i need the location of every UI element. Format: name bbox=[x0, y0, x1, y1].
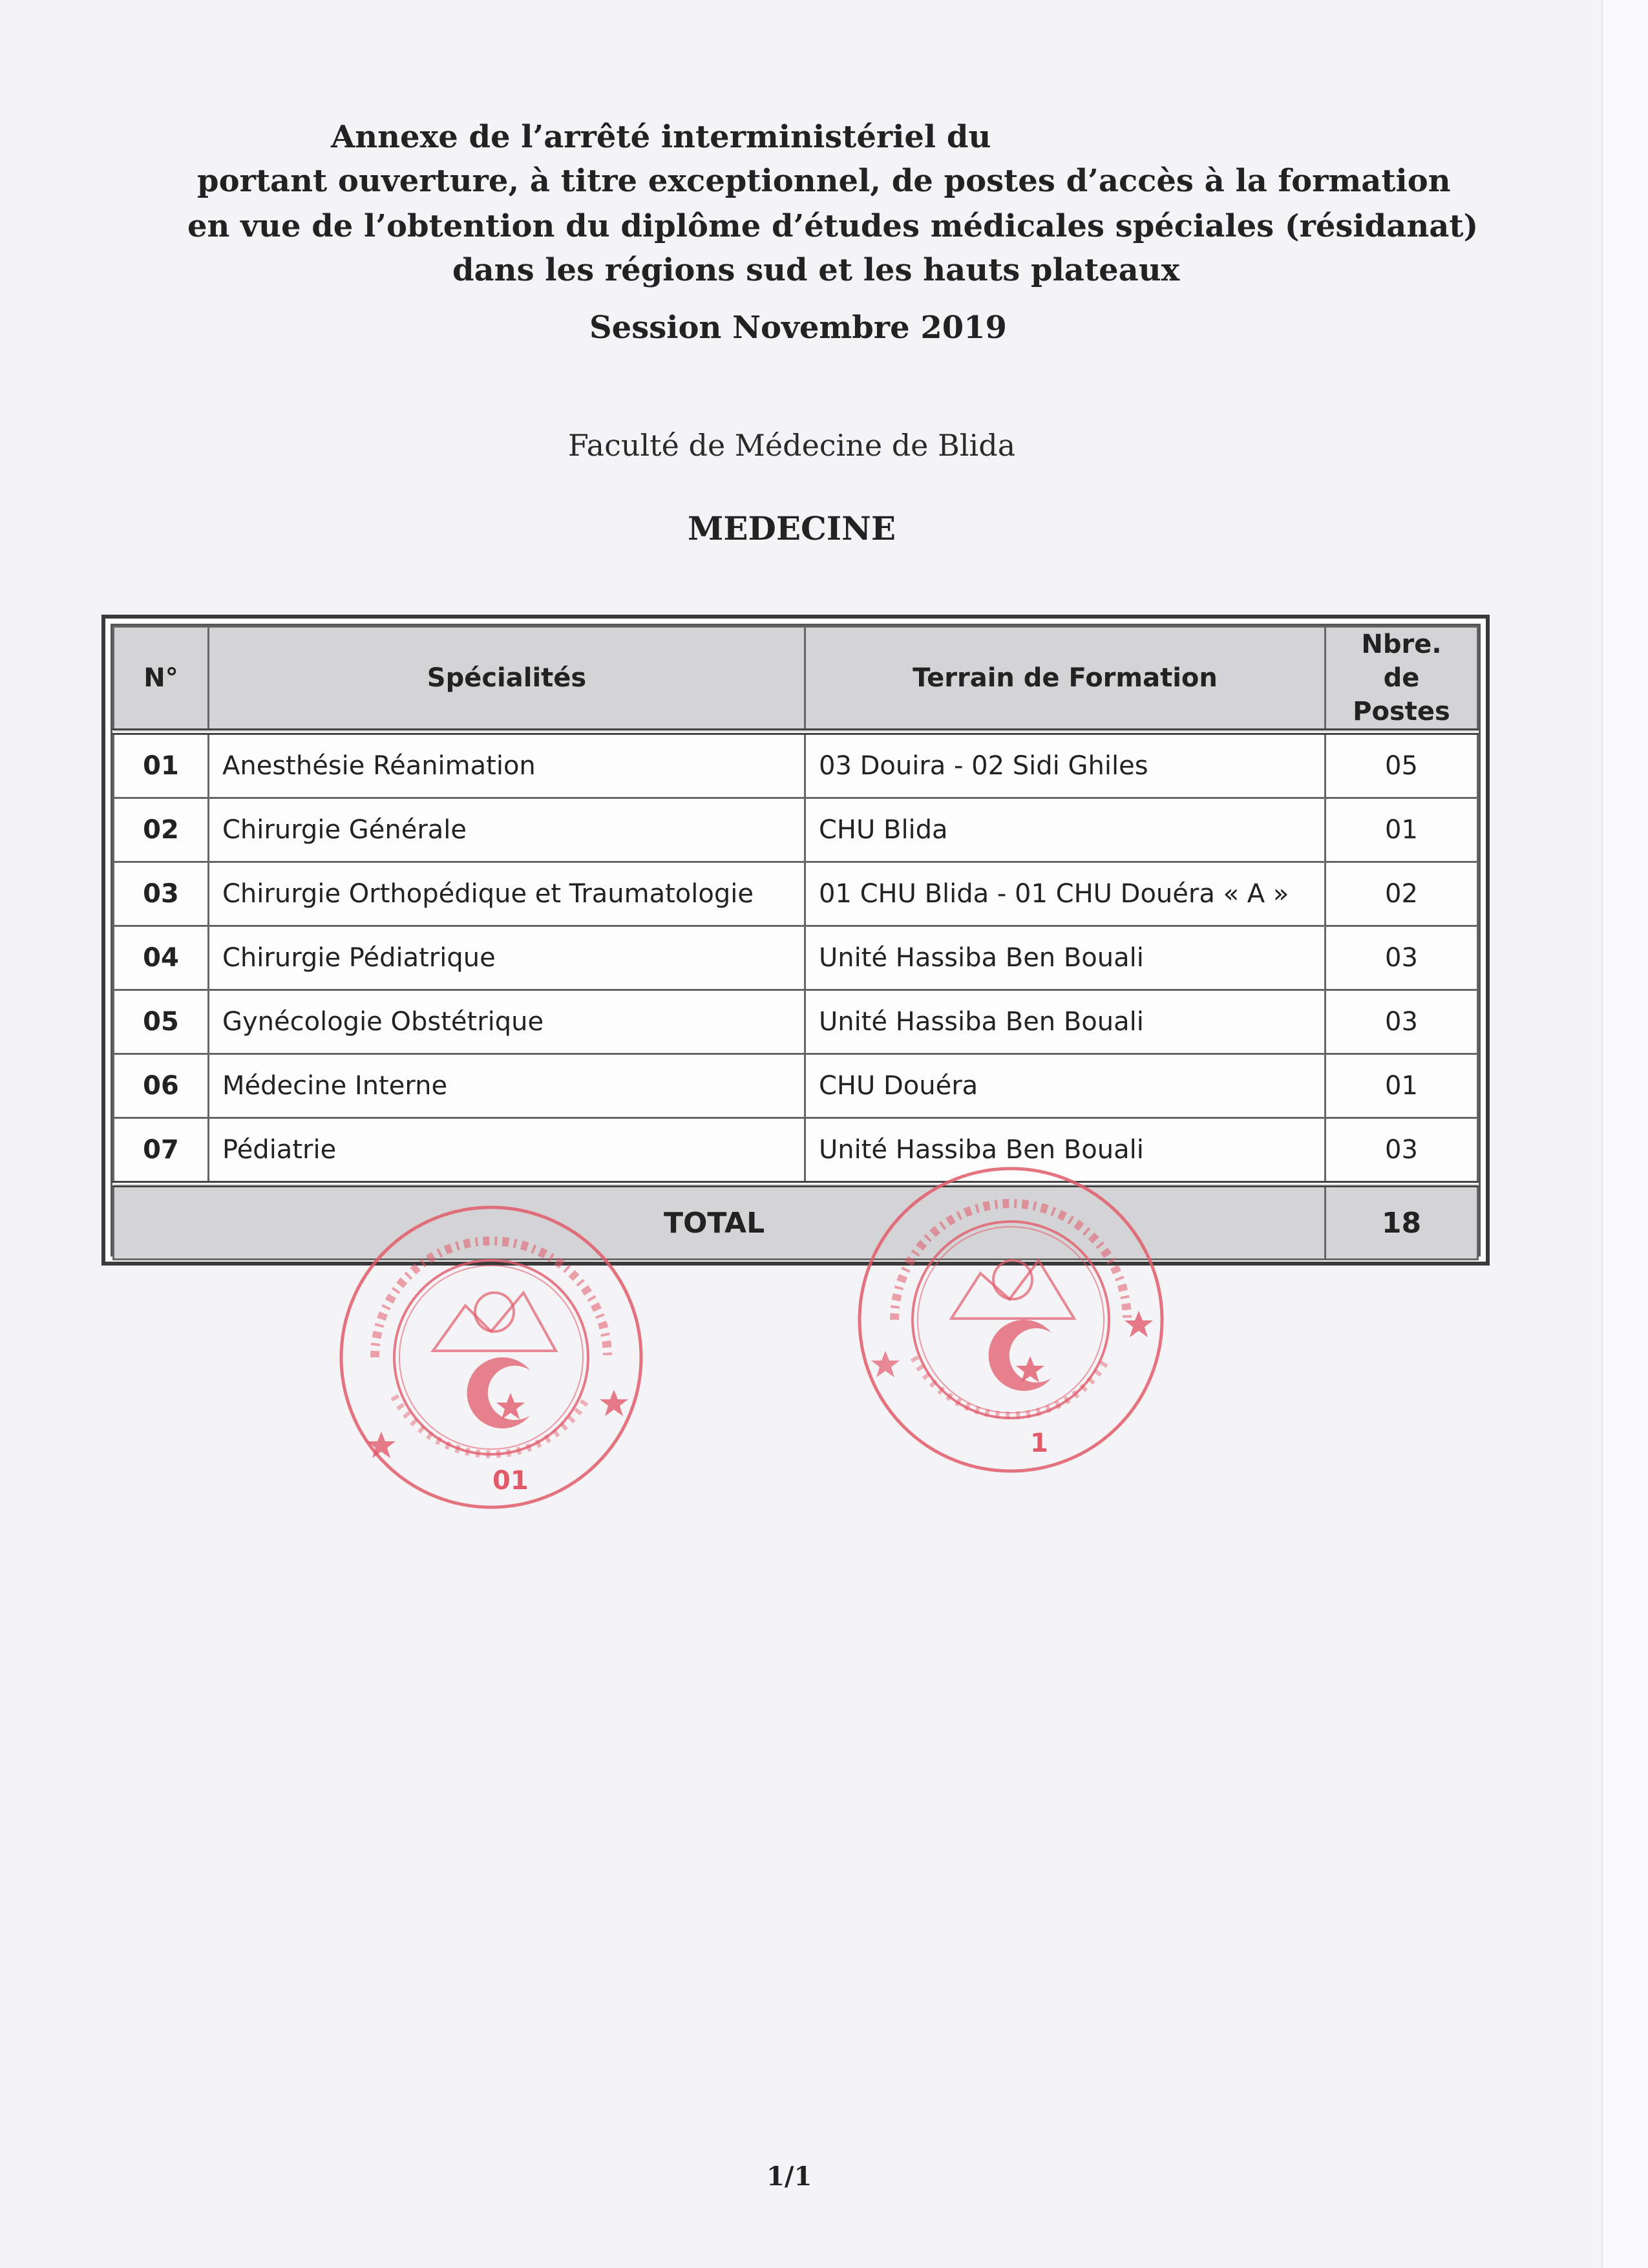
row-training-site: Unité Hassiba Ben Bouali bbox=[805, 926, 1326, 990]
row-number: 06 bbox=[114, 1054, 209, 1118]
table-row bbox=[114, 798, 1478, 862]
total-value: 18 bbox=[1326, 1184, 1478, 1260]
row-specialty: Pédiatrie bbox=[209, 1118, 805, 1185]
row-positions: 01 bbox=[1326, 798, 1478, 862]
table-row bbox=[114, 1118, 1478, 1185]
row-specialty: Gynécologie Obstétrique bbox=[209, 990, 805, 1054]
row-number: 01 bbox=[114, 732, 209, 798]
official-stamp-right bbox=[854, 1163, 1167, 1476]
session-title: Session Novembre 2019 bbox=[589, 310, 1007, 346]
row-specialty: Anesthésie Réanimation bbox=[209, 732, 805, 798]
row-positions: 03 bbox=[1326, 1118, 1478, 1185]
row-training-site: CHU Douéra bbox=[805, 1054, 1326, 1118]
row-positions: 01 bbox=[1326, 1054, 1478, 1118]
header-line-3: en vue de l’obtention du diplôme d’études médicales spéciales (résidanat) bbox=[187, 208, 1479, 244]
official-stamp-left bbox=[336, 1202, 646, 1512]
header-number: N° bbox=[114, 627, 209, 732]
seal-right-icon bbox=[854, 1163, 1167, 1476]
table-header-row bbox=[114, 627, 1478, 732]
table-row bbox=[114, 862, 1478, 926]
row-specialty: Médecine Interne bbox=[209, 1054, 805, 1118]
row-specialty: Chirurgie Orthopédique et Traumatologie bbox=[209, 862, 805, 926]
row-specialty: Chirurgie Générale bbox=[209, 798, 805, 862]
total-row bbox=[114, 1184, 1478, 1260]
header-positions bbox=[1326, 627, 1478, 732]
header-line-4: dans les régions sud et les hauts plateaux bbox=[452, 252, 1180, 288]
table-row bbox=[114, 1054, 1478, 1118]
row-number: 03 bbox=[114, 862, 209, 926]
row-number: 02 bbox=[114, 798, 209, 862]
row-positions: 02 bbox=[1326, 862, 1478, 926]
faculty-name: Faculté de Médecine de Blida bbox=[567, 428, 1016, 463]
row-training-site: 03 Douira - 02 Sidi Ghiles bbox=[805, 732, 1326, 798]
row-positions: 03 bbox=[1326, 990, 1478, 1054]
header-positions-line2: Postes bbox=[1353, 697, 1450, 726]
header-line-1: Annexe de l’arrêté interministériel du bbox=[331, 119, 991, 155]
page-edge bbox=[1601, 0, 1648, 2268]
table-row bbox=[114, 926, 1478, 990]
header-specialty: Spécialités bbox=[209, 627, 805, 732]
positions-table-frame bbox=[101, 615, 1490, 1266]
row-training-site: 01 CHU Blida - 01 CHU Douéra « A » bbox=[805, 862, 1326, 926]
row-number: 04 bbox=[114, 926, 209, 990]
table-row bbox=[114, 732, 1478, 798]
row-training-site: Unité Hassiba Ben Bouali bbox=[805, 1118, 1326, 1185]
section-title: MEDECINE bbox=[688, 509, 896, 547]
page-number: 1/1 bbox=[766, 2161, 812, 2192]
header-line-2: portant ouverture, à titre exceptionnel, de postes d’accès à la formation bbox=[197, 163, 1451, 199]
row-positions: 03 bbox=[1326, 926, 1478, 990]
row-specialty: Chirurgie Pédiatrique bbox=[209, 926, 805, 990]
positions-table bbox=[112, 626, 1479, 1260]
row-number: 05 bbox=[114, 990, 209, 1054]
stamp-right-number: 1 bbox=[1030, 1428, 1048, 1458]
stamp-left-number: 01 bbox=[492, 1466, 529, 1496]
header-training-site: Terrain de Formation bbox=[805, 627, 1326, 732]
row-training-site: CHU Blida bbox=[805, 798, 1326, 862]
row-number: 07 bbox=[114, 1118, 209, 1185]
header-positions-line1: Nbre. de bbox=[1361, 630, 1442, 693]
table-row bbox=[114, 990, 1478, 1054]
seal-left-icon bbox=[336, 1202, 646, 1512]
row-positions: 05 bbox=[1326, 732, 1478, 798]
total-label: TOTAL bbox=[114, 1184, 1326, 1260]
row-training-site: Unité Hassiba Ben Bouali bbox=[805, 990, 1326, 1054]
